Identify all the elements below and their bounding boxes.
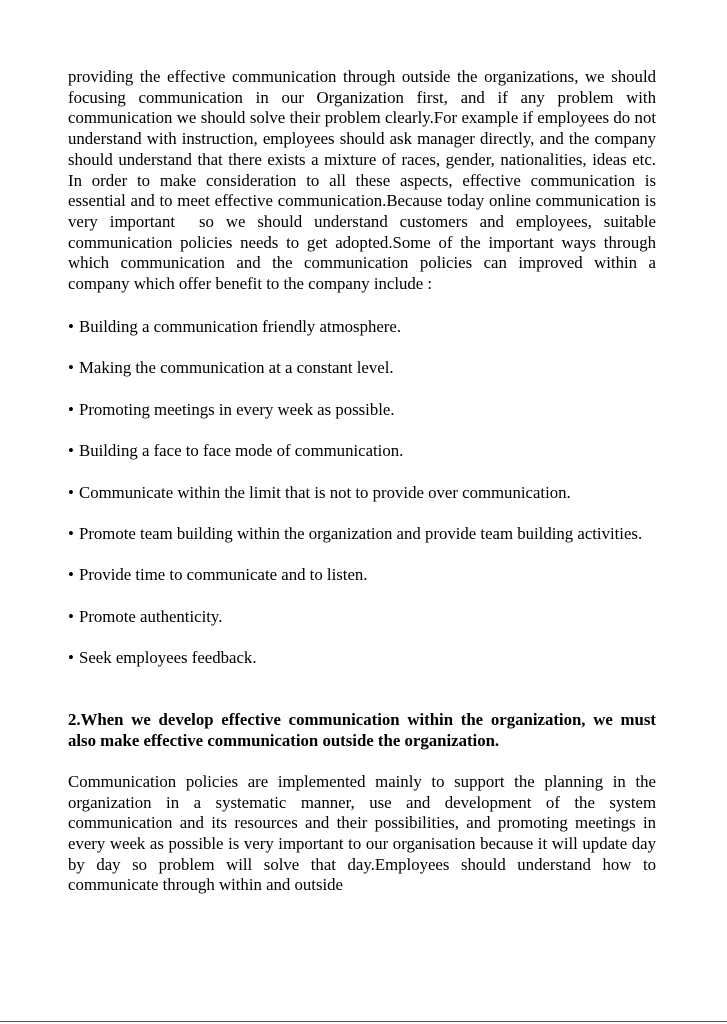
- bullet-icon: •: [68, 648, 74, 668]
- bullet-icon: •: [68, 482, 74, 502]
- section-heading: 2.When we develop effective communication within the organization, we must also make effective communication outside the organization.: [68, 709, 656, 750]
- improvement-list: [68, 317, 656, 669]
- bullet-icon: •: [68, 441, 74, 461]
- bullet-icon: •: [68, 317, 74, 336]
- list-item: [68, 400, 656, 421]
- list-item: [68, 524, 656, 545]
- list-item: [68, 358, 656, 379]
- list-item-text: Communicate within the limit that is not to provide over communication.: [79, 482, 571, 502]
- list-item-text: Seek employees feedback.: [79, 648, 257, 668]
- intro-paragraph: providing the effective communication through outside the organizations, we should focusing communication in our Organization first, and if any problem with communication we should solve their problem clearly.For example if employees do not understand with instruction, employees should ask manager directly, and the company should understand that there exists a mixture of races, gender, nationalities, ideas etc. In order to make consideration to all these aspects, effective communication is essential and to meet effective communication.Because today online communication is very important so we should understand customers and employees, suitable communication policies needs to get adopted.Some of the important ways through which communication and the communication policies can improved within a company which offer benefit to the company include :: [68, 67, 661, 294]
- list-item: [68, 607, 656, 628]
- list-item: [68, 441, 656, 462]
- list-item: [68, 648, 656, 669]
- list-item: [68, 317, 656, 338]
- bullet-icon: •: [68, 565, 74, 585]
- bullet-icon: •: [68, 399, 74, 419]
- list-item-text: Building a face to face mode of communication.: [79, 441, 404, 461]
- document-page: [68, 67, 661, 896]
- list-item-text: Promote authenticity.: [79, 606, 223, 626]
- page-bottom-divider: [0, 1021, 727, 1022]
- bullet-icon: •: [68, 358, 74, 378]
- list-item-text: Making the communication at a constant level.: [79, 358, 394, 378]
- closing-paragraph: Communication policies are implemented mainly to support the planning in the organization in a systematic manner, use and development of the system communication and its resources and their possibilities, and promoting meetings in every week as possible is very important to our organisation because it will update day by day so problem will solve that day.Employees should understand how to communicate through within and outside: [68, 771, 661, 895]
- bullet-icon: •: [68, 523, 74, 543]
- bullet-icon: •: [68, 606, 74, 626]
- list-item-text: Promote team building within the organization and provide team building activities.: [79, 523, 643, 543]
- list-item-text: Building a communication friendly atmosphere.: [79, 317, 402, 336]
- list-item: [68, 483, 656, 504]
- list-item-text: Promoting meetings in every week as possible.: [79, 399, 395, 419]
- list-item-text: Provide time to communicate and to listen.: [79, 565, 368, 585]
- list-item: [68, 565, 656, 586]
